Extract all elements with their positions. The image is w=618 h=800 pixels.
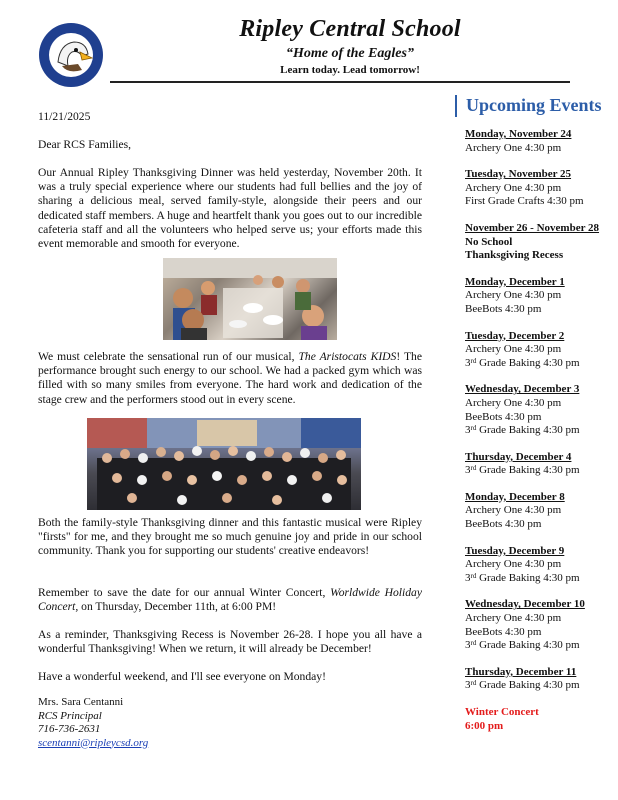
- event-item: [465, 491, 615, 532]
- event-date: Monday, December 1: [465, 275, 565, 288]
- event-line: Thanksgiving Recess: [465, 249, 564, 262]
- grade-number: 3: [465, 571, 471, 584]
- event-item: [465, 330, 615, 371]
- event-line: Archery One 4:30 pm: [465, 343, 562, 356]
- grade-suffix: rd: [470, 464, 477, 473]
- event-date: Thursday, December 11: [465, 665, 577, 678]
- event-date: Wednesday, December 10: [465, 598, 585, 611]
- event-line: Archery One 4:30 pm: [465, 612, 562, 625]
- baking-text: Grade Baking 4:30 pm: [479, 571, 580, 584]
- signature-email-link[interactable]: scentanni@ripleycsd.org: [38, 736, 149, 749]
- baking-text: Grade Baking 4:30 pm: [479, 424, 580, 437]
- event-date: Monday, November 24: [465, 128, 572, 140]
- sidebar-accent-bar: [455, 95, 457, 117]
- thanksgiving-dinner-photo: [163, 258, 337, 340]
- signature-block: [38, 696, 148, 750]
- grade-number: 3: [465, 464, 471, 477]
- grade-suffix: rd: [470, 356, 477, 365]
- event-date: Tuesday, November 25: [465, 168, 572, 181]
- baking-text: Grade Baking 4:30 pm: [479, 464, 580, 477]
- winter-concert-time: 6:00 pm: [465, 719, 504, 732]
- concert-title: Worldwide Holiday Concert,: [38, 586, 422, 614]
- grade-number: 3: [465, 679, 471, 692]
- event-line: [465, 357, 615, 371]
- event-line: First Grade Crafts 4:30 pm: [465, 195, 584, 208]
- school-tagline: Learn today. Lead tomorrow!: [280, 64, 420, 76]
- event-item: [465, 128, 615, 155]
- event-line: [465, 572, 615, 586]
- event-line: [465, 679, 615, 693]
- event-line: [465, 424, 615, 438]
- signature-role: RCS Principal: [38, 709, 102, 722]
- school-motto: “Home of the Eagles”: [286, 46, 414, 61]
- paragraph-recess: As a reminder, Thanksgiving Recess is November 26-28. I hope you all have a wonderful Thanksgiving! When we return, it will already be December!: [38, 628, 422, 656]
- winter-concert-event: [465, 706, 615, 733]
- event-line: No School: [465, 235, 513, 248]
- event-item: [465, 451, 615, 478]
- signature-phone: 716-736-2631: [38, 723, 101, 735]
- event-date: Thursday, December 4: [465, 450, 572, 463]
- events-list: [465, 128, 615, 746]
- concert-text-before: Remember to save the date for our annual Winter Concert,: [38, 586, 331, 599]
- event-date: Tuesday, December 9: [465, 544, 565, 557]
- paragraph-thanksgiving: Our Annual Ripley Thanksgiving Dinner was held yesterday, November 20th. It was a truly special experience where our students had full bellies and the joy of sharing a delicious meal, served family-style, alongside their peers and our dedicated staff members. A huge and heartfelt thank you goes out to our incredible cafeteria staff and all the volunteers who helped serve us; your efforts made this event memorable and smooth for everyone.: [38, 166, 422, 251]
- baking-text: Grade Baking 4:30 pm: [479, 679, 580, 692]
- event-item: [465, 598, 615, 652]
- event-item: [465, 545, 615, 586]
- event-item: [465, 666, 615, 693]
- paragraph-closing: Have a wonderful weekend, and I'll see everyone on Monday!: [38, 670, 326, 683]
- event-date: Wednesday, December 3: [465, 383, 580, 396]
- event-line: [465, 639, 615, 653]
- grade-suffix: rd: [470, 639, 477, 648]
- event-line: [465, 464, 615, 478]
- school-logo: [38, 22, 104, 88]
- concert-text-after: on Thursday, December 11th, at 6:00 PM!: [78, 600, 277, 614]
- event-line: Archery One 4:30 pm: [465, 181, 562, 194]
- winter-concert-title: Winter Concert: [465, 706, 539, 718]
- musical-text-before: We must celebrate the sensational run of our musical,: [38, 350, 299, 363]
- aristocats-cast-photo: [87, 418, 361, 510]
- signature-name: Mrs. Sara Centanni: [38, 696, 124, 708]
- event-date: Tuesday, December 2: [465, 329, 565, 342]
- event-item: [465, 383, 615, 437]
- baking-text: Grade Baking 4:30 pm: [479, 356, 580, 369]
- event-item: [465, 222, 615, 263]
- letter-date: 11/21/2025: [38, 110, 91, 123]
- school-title: Ripley Central School: [239, 16, 461, 42]
- event-line: Archery One 4:30 pm: [465, 141, 562, 154]
- paragraph-firsts: Both the family-style Thanksgiving dinner and this fantastic musical were Ripley "firsts" for me, and they brought me so much genuine joy and pride in our school community. Thank you for supporting our students' creative endeavors!: [38, 516, 422, 558]
- event-line: BeeBots 4:30 pm: [465, 625, 542, 638]
- event-item: [465, 276, 615, 317]
- event-date: Monday, December 8: [465, 490, 565, 503]
- musical-title: The Aristocats KIDS: [298, 350, 397, 363]
- upcoming-events-title: Upcoming Events: [466, 95, 602, 115]
- grade-number: 3: [465, 356, 471, 369]
- event-line: BeeBots 4:30 pm: [465, 410, 542, 423]
- grade-suffix: rd: [470, 679, 477, 688]
- grade-number: 3: [465, 639, 471, 652]
- event-line: Archery One 4:30 pm: [465, 504, 562, 517]
- event-line: BeeBots 4:30 pm: [465, 518, 542, 531]
- grade-suffix: rd: [470, 571, 477, 580]
- musical-text-after: ! The performance brought such energy to our school. We had a packed gym which was filled with so many smiles from everyone. The hard work and dedication of the stage crew and the performers stood out in every scene.: [38, 350, 423, 406]
- event-line: Archery One 4:30 pm: [465, 558, 562, 571]
- event-line: BeeBots 4:30 pm: [465, 302, 542, 315]
- grade-suffix: rd: [470, 424, 477, 433]
- event-item: [465, 168, 615, 209]
- header-divider: [110, 81, 570, 83]
- letter-greeting: Dear RCS Families,: [38, 138, 132, 151]
- baking-text: Grade Baking 4:30 pm: [479, 639, 580, 652]
- paragraph-musical: [38, 350, 422, 407]
- event-date: November 26 - November 28: [465, 221, 600, 234]
- grade-number: 3: [465, 424, 471, 437]
- event-line: Archery One 4:30 pm: [465, 289, 562, 302]
- event-line: Archery One 4:30 pm: [465, 396, 562, 409]
- paragraph-winter-concert: [38, 586, 422, 614]
